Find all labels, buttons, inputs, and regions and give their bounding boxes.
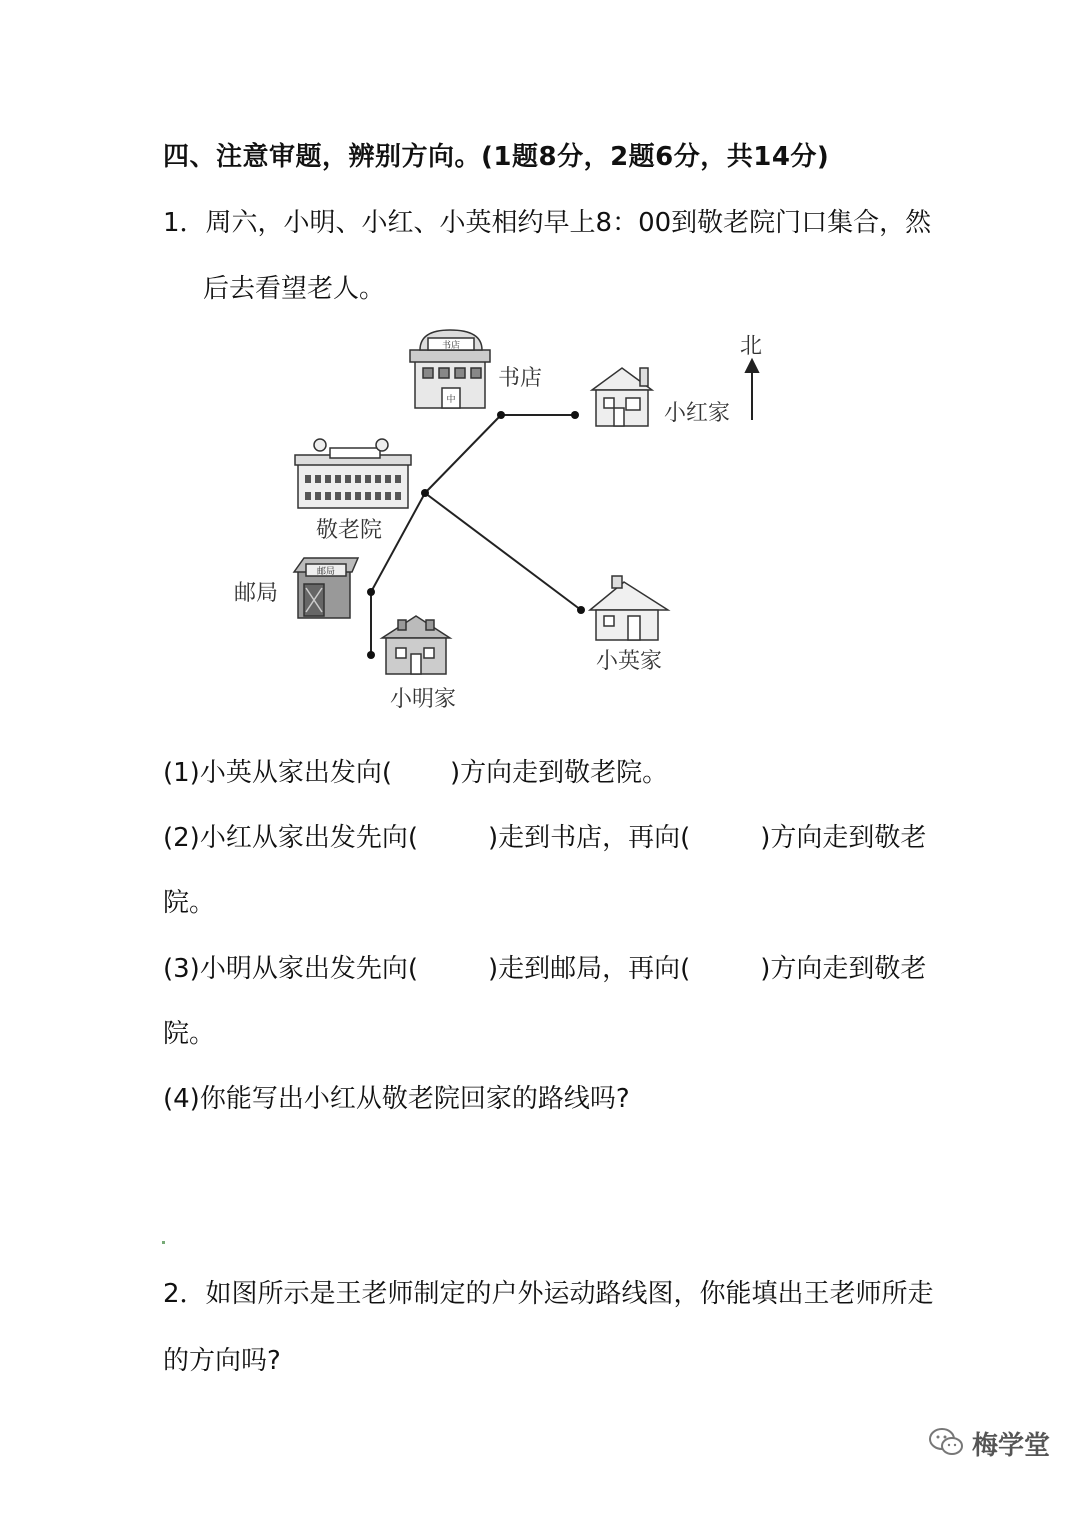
node-post: [367, 588, 375, 596]
sub-question-2-continued: 院。: [163, 888, 216, 918]
sub-question-1-text-b: )方向走到敬老院。: [449, 758, 669, 788]
sub-question-2-text-c: )方向走到敬老: [760, 823, 927, 853]
xiaoming-house-icon: [382, 616, 450, 674]
sub-question-3-text-b: )走到邮局，再向(: [487, 954, 691, 984]
bookstore-icon: [410, 330, 490, 408]
label-nursing-home: 敬老院: [316, 518, 383, 543]
section-title: 四、注意审题，辨别方向。(1题8分，2题6分，共14分): [163, 142, 830, 172]
stray-mark: [162, 1241, 165, 1244]
route-nursing-bookstore: [425, 415, 501, 493]
xiaoying-house-icon: [590, 576, 668, 640]
sub-question-2: [163, 817, 926, 854]
xiaohong-house-icon: [592, 368, 652, 426]
node-xiaoming: [367, 651, 375, 659]
node-nursing: [421, 489, 429, 497]
sub-question-3-text-a: (3)小明从家出发先向(: [163, 954, 418, 984]
nursing-home-icon: [295, 439, 411, 508]
route-nursing-xiaoying: [425, 493, 581, 610]
wechat-icon: [928, 1427, 964, 1461]
question-2-line-1: 2．如图所示是王老师制定的户外运动路线图，你能填出王老师所走: [163, 1279, 934, 1309]
label-north: 北: [740, 334, 763, 359]
label-post-office: 邮局: [234, 581, 279, 606]
watermark: [928, 1425, 1050, 1462]
post-office-sign: 邮局: [316, 567, 336, 577]
sub-question-3-continued: 院。: [163, 1019, 216, 1049]
routes: [371, 415, 581, 655]
label-xiaohong-home: 小红家: [664, 401, 731, 426]
sub-question-1: [163, 752, 668, 789]
sub-question-3-text-c: )方向走到敬老: [760, 954, 927, 984]
sub-question-1-text-a: (1)小英从家出发向(: [163, 758, 392, 788]
label-xiaoying-home: 小英家: [596, 649, 663, 674]
label-xiaoming-home: 小明家: [390, 687, 457, 712]
node-bookstore: [497, 411, 505, 419]
direction-map: [220, 320, 780, 720]
question-1-line-1: 1．周六，小明、小红、小英相约早上8：00到敬老院门口集合，然: [163, 208, 932, 238]
watermark-text: 梅学堂: [972, 1431, 1051, 1461]
sub-question-2-text-b: )走到书店，再向(: [487, 823, 691, 853]
bookstore-door-sign: 中: [446, 395, 456, 405]
bookstore-sign: 书店: [441, 341, 461, 351]
node-xiaoying: [577, 606, 585, 614]
node-xiaohong: [571, 411, 579, 419]
sub-question-2-text-a: (2)小红从家出发先向(: [163, 823, 418, 853]
question-2-line-2: 的方向吗?: [163, 1346, 281, 1376]
sub-question-3: [163, 948, 926, 985]
label-bookstore: 书店: [498, 366, 543, 391]
sub-question-4: (4)你能写出小红从敬老院回家的路线吗?: [163, 1084, 630, 1114]
post-office-icon: [294, 558, 358, 618]
question-1-line-2: 后去看望老人。: [203, 274, 386, 304]
north-arrow-icon: [746, 360, 758, 420]
